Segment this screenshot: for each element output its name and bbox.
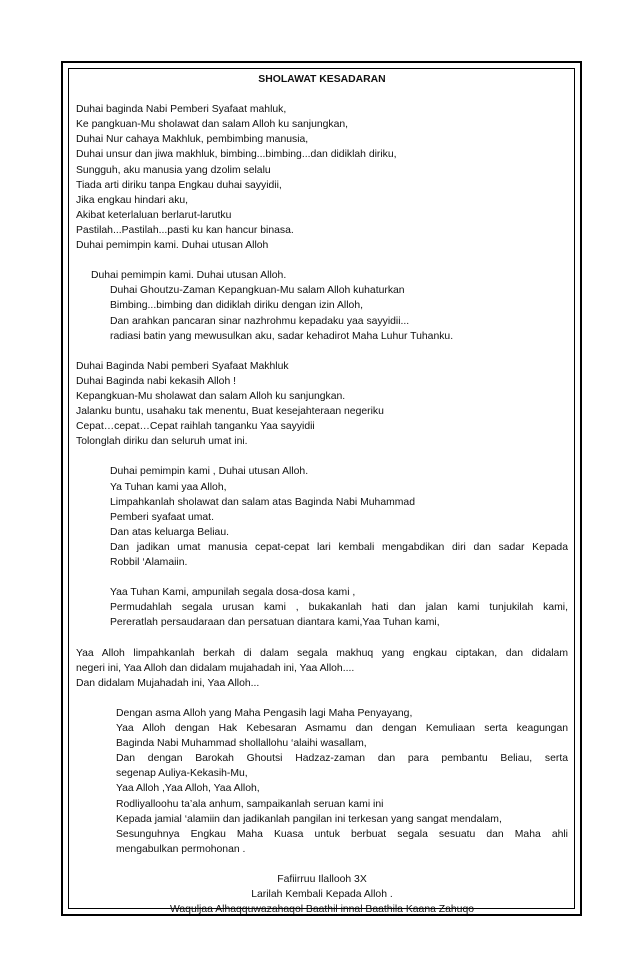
verse-line: Duhai Nur cahaya Makhluk, pembimbing manusia,: [76, 134, 309, 146]
verse-line: Yaa Alloh limpahkanlah berkah di dalam segala makhuq yang engkau ciptakan, dan didalam: [76, 647, 568, 659]
verse-line: Ya Tuhan kami yaa Alloh,: [110, 481, 227, 493]
verse-line: Bimbing...bimbing dan didiklah diriku dengan izin Alloh,: [110, 300, 363, 312]
stanza-5: [76, 585, 568, 630]
verse-line: Kepangkuan-Mu sholawat dan salam Alloh ku sanjungkan.: [76, 390, 346, 402]
verse-line: Duhai baginda Nabi Pemberi Syafaat mahluk,: [76, 104, 287, 116]
verse-line: Dan dengan Barokah Ghoutsi Hadzaz-zaman dan para pembantu Beliau, serta: [116, 753, 568, 765]
stanza-7: [76, 706, 568, 857]
closing-line: Larilah Kembali Kepada Alloh .: [251, 889, 393, 901]
verse-line: Rodliyalloohu ta’ala anhum, sampaikanlah seruan kami ini: [116, 798, 384, 810]
verse-line: Robbil ‘Alamaiin.: [110, 557, 188, 568]
closing-block: [76, 872, 568, 917]
verse-line: Cepat…cepat…Cepat raihlah tanganku Yaa sayyidii: [76, 421, 315, 433]
stanza-6: [76, 646, 568, 691]
verse-line: Pereratlah persaudaraan dan persatuan diantara kami,Yaa Tuhan kami,: [110, 617, 440, 629]
closing-line: Fafiirruu Ilallooh 3X: [277, 873, 367, 885]
closing-line: Waquljaa Alhaqquwazahaqol Baathil innal Baathila Kaana Zahuqo: [169, 904, 475, 916]
stanza-3: [76, 359, 568, 450]
verse-line: Limpahkanlah sholawat dan salam atas Baginda Nabi Muhammad: [110, 496, 415, 508]
verse-line: Ke pangkuan-Mu sholawat dan salam Alloh ku sanjungkan,: [76, 119, 349, 131]
verse-line: Duhai Ghoutzu-Zaman Kepangkuan-Mu salam Alloh kuhaturkan: [110, 285, 405, 297]
verse-line: Akibat keterlaluan berlarut-larutku: [76, 209, 232, 221]
verse-line: Duhai Baginda Nabi pemberi Syafaat Makhluk: [76, 360, 289, 372]
verse-line: segenap Auliya-Kekasih-Mu,: [116, 768, 248, 780]
verse-line: Tiada arti diriku tanpa Engkau duhai sayyidii,: [76, 179, 282, 191]
verse-line: Sungguh, aku manusia yang dzolim selalu: [76, 164, 271, 176]
verse-line: Dan atas keluarga Beliau.: [110, 526, 229, 538]
verse-line: Dan jadikan umat manusia cepat-cepat lari kembali mengabdikan diri dan sadar Kepada: [110, 541, 568, 553]
stanza-2: [76, 268, 568, 343]
verse-line: Dengan asma Alloh yang Maha Pengasih lagi Maha Penyayang,: [116, 707, 413, 719]
verse-line: mengabulkan permohonan .: [116, 843, 246, 855]
verse-line: Sesunguhnya Engkau Maha Kuasa untuk berbuat segala sesuatu dan Maha ahli: [116, 828, 568, 840]
verse-line: Permudahlah segala urusan kami , bukakanlah hati dan jalan kami tunjukilah kami,: [110, 602, 568, 614]
verse-line: Duhai pemimpin kami. Duhai utusan Alloh.: [91, 270, 287, 282]
verse-line: negeri ini, Yaa Alloh dan didalam mujahadah ini, Yaa Alloh....: [76, 662, 355, 674]
verse-line: Yaa Alloh ,Yaa Alloh, Yaa Alloh,: [116, 783, 260, 795]
verse-line: Duhai pemimpin kami. Duhai utusan Alloh: [76, 240, 269, 252]
verse-line: Duhai pemimpin kami , Duhai utusan Alloh.: [110, 466, 309, 478]
verse-line: Jalanku buntu, usahaku tak menentu, Buat kesejahteraan negeriku: [76, 406, 384, 418]
document-title: SHOLAWAT KESADARAN: [258, 74, 386, 85]
verse-line: Duhai unsur dan jiwa makhluk, bimbing...bimbing...dan didiklah diriku,: [76, 149, 397, 161]
verse-line: Tolonglah diriku dan seluruh umat ini.: [76, 436, 248, 448]
verse-line: Duhai Baginda nabi kekasih Alloh !: [76, 375, 237, 387]
verse-line: Yaa Alloh dengan Hak Kebesaran Asmamu dan dengan Kemuliaan serta keagungan: [116, 723, 568, 735]
document-body: [76, 72, 568, 917]
verse-line: Jika engkau hindari aku,: [76, 194, 189, 206]
verse-line: radiasi batin yang mewusulkan aku, sadar kehadirot Maha Luhur Tuhanku.: [110, 330, 454, 342]
verse-line: Pemberi syafaat umat.: [110, 511, 214, 523]
verse-line: Yaa Tuhan Kami, ampunilah segala dosa-dosa kami ,: [110, 587, 356, 599]
verse-line: Baginda Nabi Muhammad shollallohu ‘alaihi wasallam,: [116, 738, 367, 750]
verse-line: Pastilah...Pastilah...pasti ku kan hancur binasa.: [76, 224, 294, 236]
verse-line: Dan didalam Mujahadah ini, Yaa Alloh...: [76, 677, 260, 689]
verse-line: Dan arahkan pancaran sinar nazhrohmu kepadaku yaa sayyidii...: [110, 315, 410, 327]
verse-line: Kepada jamial ‘alamiin dan jadikanlah pangilan ini terkesan yang sangat mendalam,: [116, 813, 502, 825]
stanza-1: [76, 102, 568, 253]
stanza-4: [76, 464, 568, 570]
